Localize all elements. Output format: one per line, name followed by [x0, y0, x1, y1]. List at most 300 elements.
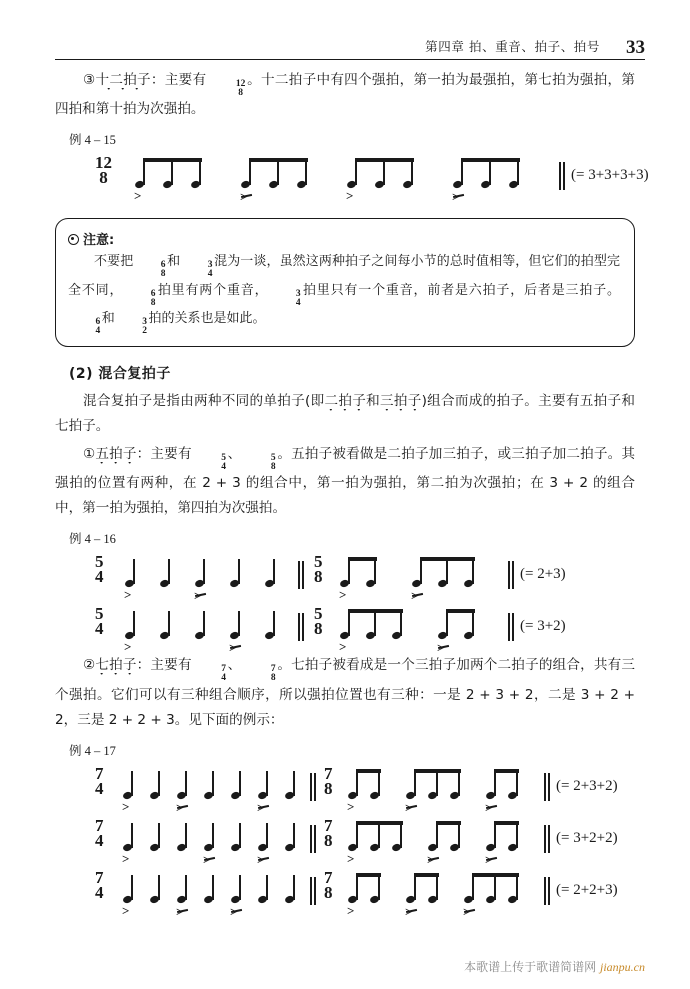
timesig-numerator: 5 — [221, 452, 226, 463]
paragraph-text-b: 。十二拍子中有四个强拍，第一拍为最强拍，第七拍为强拍，第四拍和第十拍为次强拍。 — [55, 72, 636, 118]
note-stem — [356, 823, 358, 848]
note-beam — [436, 821, 461, 825]
item2-text-a: ：主要有 — [136, 657, 192, 674]
note-stem — [305, 160, 307, 185]
music-note — [241, 181, 250, 188]
note-stem — [400, 611, 402, 636]
note-text-a: 不要把 — [94, 254, 134, 270]
timesig-denominator: 2 — [142, 326, 148, 337]
music-note — [285, 844, 294, 851]
timesig-numerator: 5 — [270, 452, 276, 463]
note-callout-box — [55, 218, 635, 346]
note-stem — [516, 875, 518, 900]
timesig-numerator: 7 — [95, 815, 104, 835]
note-stem — [133, 559, 135, 584]
paragraph-twelve-beat — [55, 68, 635, 122]
double-barline — [298, 561, 304, 589]
double-barline — [310, 773, 316, 801]
timesig-numerator: 7 — [324, 815, 333, 835]
time-signature-6-8-b — [125, 290, 156, 307]
time-signature-left — [95, 763, 104, 798]
note-beam — [356, 873, 381, 877]
grouping-annotation: (= 3+2) — [520, 618, 566, 635]
note-stem — [133, 611, 135, 636]
music-note — [347, 181, 356, 188]
note-bullet-icon — [68, 234, 79, 245]
music-note — [464, 632, 473, 639]
note-stem — [238, 611, 240, 636]
note-stem — [158, 823, 160, 848]
note-beam — [461, 158, 520, 162]
semi-accent-mark — [230, 906, 243, 917]
music-note — [438, 632, 447, 639]
timesig-numerator: 5 — [314, 552, 323, 572]
note-stem — [436, 823, 438, 848]
footer-site: jianpu.cn — [600, 960, 645, 974]
music-note — [160, 632, 169, 639]
note-stem — [277, 160, 279, 185]
music-note — [508, 844, 517, 851]
note-stem — [203, 611, 205, 636]
note-stem — [348, 611, 350, 636]
time-signature-7-8 — [243, 665, 276, 682]
music-note — [230, 580, 239, 587]
example-label-prefix: 例 — [69, 742, 82, 758]
time-signature-6-4 — [70, 318, 101, 335]
double-barline — [544, 877, 550, 905]
note-stem — [203, 559, 205, 584]
note-stem — [238, 559, 240, 584]
time-signature-5-4 — [193, 454, 226, 471]
music-note — [438, 580, 447, 587]
timesig-denominator: 8 — [238, 87, 243, 98]
timesig-numerator: 5 — [95, 604, 104, 624]
note-stem — [378, 875, 380, 900]
note-stem — [494, 771, 496, 796]
music-note — [150, 896, 159, 903]
timesig-denominator: 8 — [99, 168, 108, 188]
note-beam — [420, 557, 475, 561]
semi-accent-mark — [405, 906, 418, 917]
music-note — [486, 844, 495, 851]
note-stem — [420, 559, 422, 584]
semi-accent-mark — [176, 906, 189, 917]
note-stem — [378, 823, 380, 848]
note-stem — [374, 611, 376, 636]
music-note — [428, 896, 437, 903]
example-label-prefix: 例 — [69, 531, 82, 547]
timesig-denominator: 8 — [150, 297, 156, 308]
double-barline — [544, 773, 550, 801]
list-marker: ① — [83, 445, 96, 462]
time-signature-3-4-b — [270, 290, 301, 307]
music-note — [177, 896, 186, 903]
example-label-number: 4 – 15 — [84, 133, 116, 148]
note-stem — [239, 875, 241, 900]
term-seven-beat: 七拍子 — [95, 657, 137, 674]
music-note — [375, 181, 384, 188]
note-stem — [266, 875, 268, 900]
music-note — [340, 632, 349, 639]
music-note — [340, 580, 349, 587]
note-beam — [356, 769, 381, 773]
note-stem — [266, 771, 268, 796]
timesig-numerator: 3 — [142, 317, 148, 328]
music-note — [450, 792, 459, 799]
timesig-denominator: 4 — [95, 778, 104, 798]
time-signature-7-4 — [193, 665, 226, 682]
timesig-denominator: 4 — [207, 269, 213, 280]
footer-watermark — [464, 958, 645, 975]
semi-accent-mark — [463, 906, 476, 917]
example-label-4-15 — [69, 130, 635, 148]
music-note — [265, 580, 274, 587]
note-stem — [185, 771, 187, 796]
music-note — [231, 896, 240, 903]
timesig-denominator: 4 — [295, 297, 301, 308]
note-beam — [494, 769, 519, 773]
semi-accent-mark — [411, 590, 424, 601]
timesig-numerator: 7 — [95, 763, 104, 783]
music-note — [125, 632, 134, 639]
note-stem — [414, 771, 416, 796]
music-note — [348, 792, 357, 799]
grouping-annotation: (= 2+3+2) — [556, 777, 618, 794]
note-stem — [374, 559, 376, 584]
item1-text-b: 、 — [227, 445, 242, 462]
music-note — [265, 632, 274, 639]
timesig-numerator: 6 — [95, 317, 101, 328]
note-stem — [239, 771, 241, 796]
music-note — [230, 632, 239, 639]
music-example-4-17-row-1 — [95, 761, 635, 813]
note-heading-text: 注意: — [83, 233, 115, 249]
note-stem — [414, 875, 416, 900]
note-stem — [185, 823, 187, 848]
timesig-numerator: 5 — [95, 552, 104, 572]
timesig-numerator: 7 — [324, 763, 333, 783]
example-label-4-16 — [69, 529, 635, 547]
note-stem — [158, 875, 160, 900]
note-beam — [414, 873, 439, 877]
music-note — [370, 896, 379, 903]
time-signature-left — [95, 552, 104, 587]
note-stem — [168, 559, 170, 584]
timesig-denominator: 8 — [324, 830, 333, 850]
semi-accent-mark — [257, 802, 270, 813]
item2-text-c: 。七拍子被看成是一个三拍子加两个二拍子的组合，共有三个强拍。它们可以有三种组合顺序，所以强拍位置也有三种：一是 2 + 3 + 2，二是 3 + 2 + 2，三是 2 + 2 + 3。见下面的例示： — [55, 657, 636, 728]
note-text-e: 拍里只有一个重音，前者是六拍子，后者是三拍子。 — [302, 282, 620, 298]
strong-accent-mark — [347, 852, 354, 865]
strong-accent-mark — [122, 800, 129, 813]
double-barline — [544, 825, 550, 853]
timesig-denominator: 8 — [270, 673, 276, 684]
note-stem — [249, 160, 251, 185]
time-signature-right — [314, 552, 323, 587]
timesig-denominator: 4 — [95, 326, 101, 337]
strong-accent-mark — [346, 189, 353, 202]
timesig-denominator: 8 — [314, 619, 323, 639]
note-stem — [446, 559, 448, 584]
strong-accent-mark — [347, 904, 354, 917]
music-note — [348, 896, 357, 903]
music-note — [412, 580, 421, 587]
timesig-denominator: 8 — [314, 567, 323, 587]
note-stem — [411, 160, 413, 185]
music-note — [348, 844, 357, 851]
note-heading — [68, 229, 620, 248]
paragraph-text-a: ：主要有 — [150, 72, 207, 88]
time-signature-right — [324, 763, 333, 798]
header-rule — [55, 59, 645, 60]
time-signature-12-8 — [208, 80, 246, 97]
note-stem — [461, 160, 463, 185]
music-example-4-17-row-3 — [95, 865, 635, 917]
note-stem — [516, 771, 518, 796]
note-beam — [472, 873, 519, 877]
music-note — [177, 792, 186, 799]
music-example-4-16-row-2 — [95, 601, 635, 653]
note-stem — [472, 559, 474, 584]
semi-accent-mark — [485, 854, 498, 865]
term-three-beat: 三拍子 — [379, 392, 422, 409]
music-note — [258, 792, 267, 799]
strong-accent-mark — [122, 904, 129, 917]
timesig-denominator: 8 — [270, 461, 276, 472]
music-note — [231, 844, 240, 851]
music-note — [269, 181, 278, 188]
timesig-numerator: 6 — [150, 288, 156, 299]
time-signature-right — [324, 815, 333, 850]
note-stem — [212, 823, 214, 848]
page-content — [55, 68, 649, 917]
example-label-4-17 — [69, 741, 635, 759]
term-five-beat: 五拍子 — [95, 445, 137, 462]
double-barline — [559, 162, 565, 190]
music-note — [486, 792, 495, 799]
note-stem — [383, 160, 385, 185]
note-stem — [494, 875, 496, 900]
strong-accent-mark — [339, 640, 346, 653]
music-note — [370, 792, 379, 799]
double-barline — [310, 877, 316, 905]
strong-accent-mark — [124, 640, 131, 653]
note-stem — [348, 559, 350, 584]
note-stem — [131, 771, 133, 796]
timesig-denominator: 4 — [221, 673, 226, 684]
timesig-numerator: 3 — [295, 288, 301, 299]
double-barline — [310, 825, 316, 853]
note-stem — [171, 160, 173, 185]
note-stem — [273, 559, 275, 584]
semi-accent-mark — [229, 642, 242, 653]
header-chapter-title: 第四章 拍、重音、拍子、拍号 — [425, 39, 600, 54]
music-note — [204, 844, 213, 851]
note-beam — [143, 158, 202, 162]
note-text-f: 和 — [101, 311, 115, 327]
footer-text: 本歌谱上传于歌谱简谱网 — [464, 960, 597, 974]
note-stem — [436, 875, 438, 900]
note-stem — [378, 771, 380, 796]
music-note — [163, 181, 172, 188]
strong-accent-mark — [134, 189, 141, 202]
semi-accent-mark — [452, 191, 465, 202]
note-text-g: 拍的关系也是如此。 — [148, 311, 266, 327]
timesig-numerator: 5 — [314, 604, 323, 624]
note-stem — [446, 611, 448, 636]
note-stem — [185, 875, 187, 900]
timesig-denominator: 4 — [95, 830, 104, 850]
music-note — [406, 896, 415, 903]
note-stem — [293, 771, 295, 796]
timesig-numerator: 7 — [270, 664, 276, 675]
note-stem — [436, 771, 438, 796]
music-note — [464, 580, 473, 587]
music-note — [191, 181, 200, 188]
note-stem — [356, 771, 358, 796]
strong-accent-mark — [122, 852, 129, 865]
music-note — [453, 181, 462, 188]
timesig-numerator: 7 — [221, 664, 226, 675]
note-text-d: 拍里有两个重音， — [157, 282, 269, 298]
page-header — [55, 30, 645, 60]
page-number: 33 — [626, 37, 645, 58]
list-marker: ③ — [83, 72, 96, 88]
timesig-denominator: 8 — [324, 778, 333, 798]
note-stem — [293, 823, 295, 848]
note-stem — [199, 160, 201, 185]
semi-accent-mark — [203, 854, 216, 865]
paragraph-five-beat — [55, 442, 635, 521]
note-stem — [143, 160, 145, 185]
time-signature-3-2 — [116, 318, 147, 335]
note-stem — [517, 160, 519, 185]
semi-accent-mark — [240, 191, 253, 202]
note-stem — [516, 823, 518, 848]
music-note — [392, 844, 401, 851]
music-note — [464, 896, 473, 903]
section-text-a: 混合复拍子是指由两种不同的单拍子(即 — [83, 392, 325, 409]
note-beam — [494, 821, 519, 825]
note-stem — [458, 823, 460, 848]
music-note — [204, 896, 213, 903]
music-note — [123, 792, 132, 799]
note-stem — [400, 823, 402, 848]
note-stem — [489, 160, 491, 185]
music-note — [285, 792, 294, 799]
grouping-annotation: (= 3+3+3+3) — [571, 167, 649, 184]
timesig-numerator: 6 — [160, 260, 166, 271]
note-stem — [212, 771, 214, 796]
music-note — [403, 181, 412, 188]
note-stem — [355, 160, 357, 185]
music-note — [366, 580, 375, 587]
grouping-annotation: (= 3+2+2) — [556, 829, 618, 846]
semi-accent-mark — [176, 802, 189, 813]
semi-accent-mark — [427, 854, 440, 865]
time-signature-left — [95, 815, 104, 850]
note-stem — [494, 823, 496, 848]
music-note — [508, 792, 517, 799]
time-signature-3-4-a — [182, 261, 213, 278]
note-beam — [356, 821, 403, 825]
semi-accent-mark — [437, 642, 450, 653]
note-stem — [266, 823, 268, 848]
section-text-c: )组合而成的拍子。主要有五拍子和七拍子。 — [55, 392, 635, 434]
note-stem — [212, 875, 214, 900]
timesig-numerator: 7 — [95, 867, 104, 887]
double-barline — [508, 561, 514, 589]
music-note — [297, 181, 306, 188]
example-label-number: 4 – 16 — [84, 532, 116, 547]
semi-accent-mark — [405, 802, 418, 813]
grouping-annotation: (= 2+2+3) — [556, 881, 618, 898]
music-note — [285, 896, 294, 903]
note-stem — [168, 611, 170, 636]
time-signature-right — [324, 867, 333, 902]
music-note — [123, 896, 132, 903]
timesig-denominator: 4 — [95, 882, 104, 902]
timesig-numerator: 7 — [324, 867, 333, 887]
music-note — [204, 792, 213, 799]
note-stem — [472, 611, 474, 636]
list-marker: ② — [83, 657, 96, 674]
paragraph-mixed-compound — [55, 389, 635, 439]
semi-accent-mark — [485, 802, 498, 813]
music-note — [428, 792, 437, 799]
music-note — [177, 844, 186, 851]
timesig-denominator: 4 — [95, 567, 104, 587]
section-title-mixed-compound: (2) 混合复拍子 — [69, 365, 171, 382]
time-signature-12-8 — [95, 153, 112, 188]
item1-text-a: ：主要有 — [136, 445, 192, 462]
timesig-denominator: 4 — [221, 461, 226, 472]
note-text-c: 混为一谈，虽然这两种拍子之间每小节的总时值相等，但它们的拍型完全不同， — [68, 254, 620, 298]
time-signature-5-8 — [243, 454, 276, 471]
timesig-denominator: 8 — [160, 269, 166, 280]
music-note — [366, 632, 375, 639]
note-text-b: 和 — [167, 254, 181, 270]
semi-accent-mark — [194, 590, 207, 601]
time-signature-6-8-a — [135, 261, 166, 278]
music-note — [160, 580, 169, 587]
music-note — [258, 844, 267, 851]
time-signature-left — [95, 604, 104, 639]
timesig-numerator: 12 — [235, 79, 246, 89]
term-two-beat: 二拍子 — [324, 392, 367, 409]
music-note — [150, 844, 159, 851]
item2-text-b: 、 — [227, 657, 242, 674]
grouping-annotation: (= 2+3) — [520, 566, 566, 583]
timesig-denominator: 8 — [324, 882, 333, 902]
music-note — [392, 632, 401, 639]
timesig-numerator: 3 — [207, 260, 213, 271]
music-note — [450, 844, 459, 851]
music-note — [406, 792, 415, 799]
note-stem — [131, 875, 133, 900]
strong-accent-mark — [347, 800, 354, 813]
note-beam — [249, 158, 308, 162]
music-note — [508, 896, 517, 903]
music-note — [231, 792, 240, 799]
note-beam — [355, 158, 414, 162]
note-beam — [348, 609, 403, 613]
music-note — [150, 792, 159, 799]
music-note — [258, 896, 267, 903]
section-text-b: 和 — [366, 392, 380, 409]
music-note — [428, 844, 437, 851]
paragraph-seven-beat — [55, 653, 635, 732]
